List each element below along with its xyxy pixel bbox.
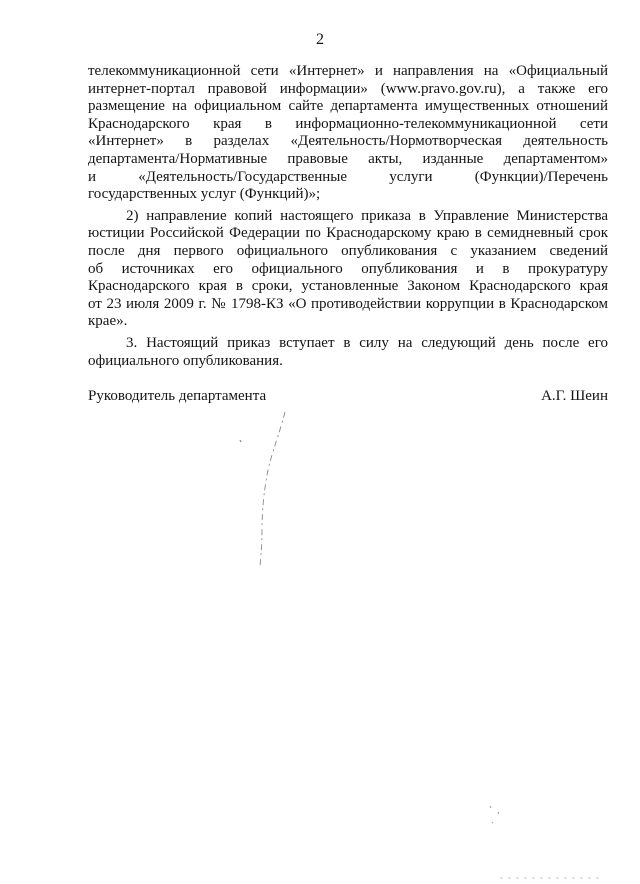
text-line: от 23 июля 2009 г. № 1798-КЗ «О противодействии коррупции в Краснодарском bbox=[88, 295, 608, 312]
text-line: Краснодарского края в сроки, установленные Законом Краснодарского края bbox=[88, 278, 608, 295]
text-line: «Интернет» в разделах «Деятельность/Нормотворческая деятельность bbox=[88, 133, 608, 150]
text-line: интернет-портал правовой информации» (www.pravo.gov.ru), а также его bbox=[88, 80, 608, 97]
text-line: Краснодарского края в информационно-телекоммуникационной сети bbox=[88, 115, 608, 132]
text-line: и «Деятельность/Государственные услуги (Функции)/Перечень bbox=[88, 168, 608, 185]
text-line-content: 2) направление копий настоящего приказа в Управление Министерства bbox=[126, 207, 608, 224]
signatory-title: Руководитель департамента bbox=[88, 388, 267, 404]
text-line: об источниках его официального опубликования и в прокуратуру bbox=[88, 260, 608, 277]
page-number: 2 bbox=[316, 31, 324, 48]
text-line-content: 3. Настоящий приказ вступает в силу на следующий день после его bbox=[126, 334, 608, 351]
text-line: юстиции Российской Федерации по Краснодарскому краю в семидневный срок bbox=[88, 225, 608, 242]
text-line: крае». bbox=[88, 313, 128, 330]
text-line: размещение на официальном сайте департамента имущественных отношений bbox=[88, 98, 608, 115]
text-line: государственных услуг (Функций)»; bbox=[88, 186, 321, 203]
signatory-name: А.Г. Шеин bbox=[541, 388, 608, 404]
text-line: после дня первого официального опубликования с указанием сведений bbox=[88, 242, 608, 259]
text-line: телекоммуникационной сети «Интернет» и направления на «Официальный bbox=[88, 63, 608, 79]
text-line: официального опубликования. bbox=[88, 352, 283, 369]
text-line: департамента/Нормативные правовые акты, изданные департаментом» bbox=[88, 150, 608, 167]
